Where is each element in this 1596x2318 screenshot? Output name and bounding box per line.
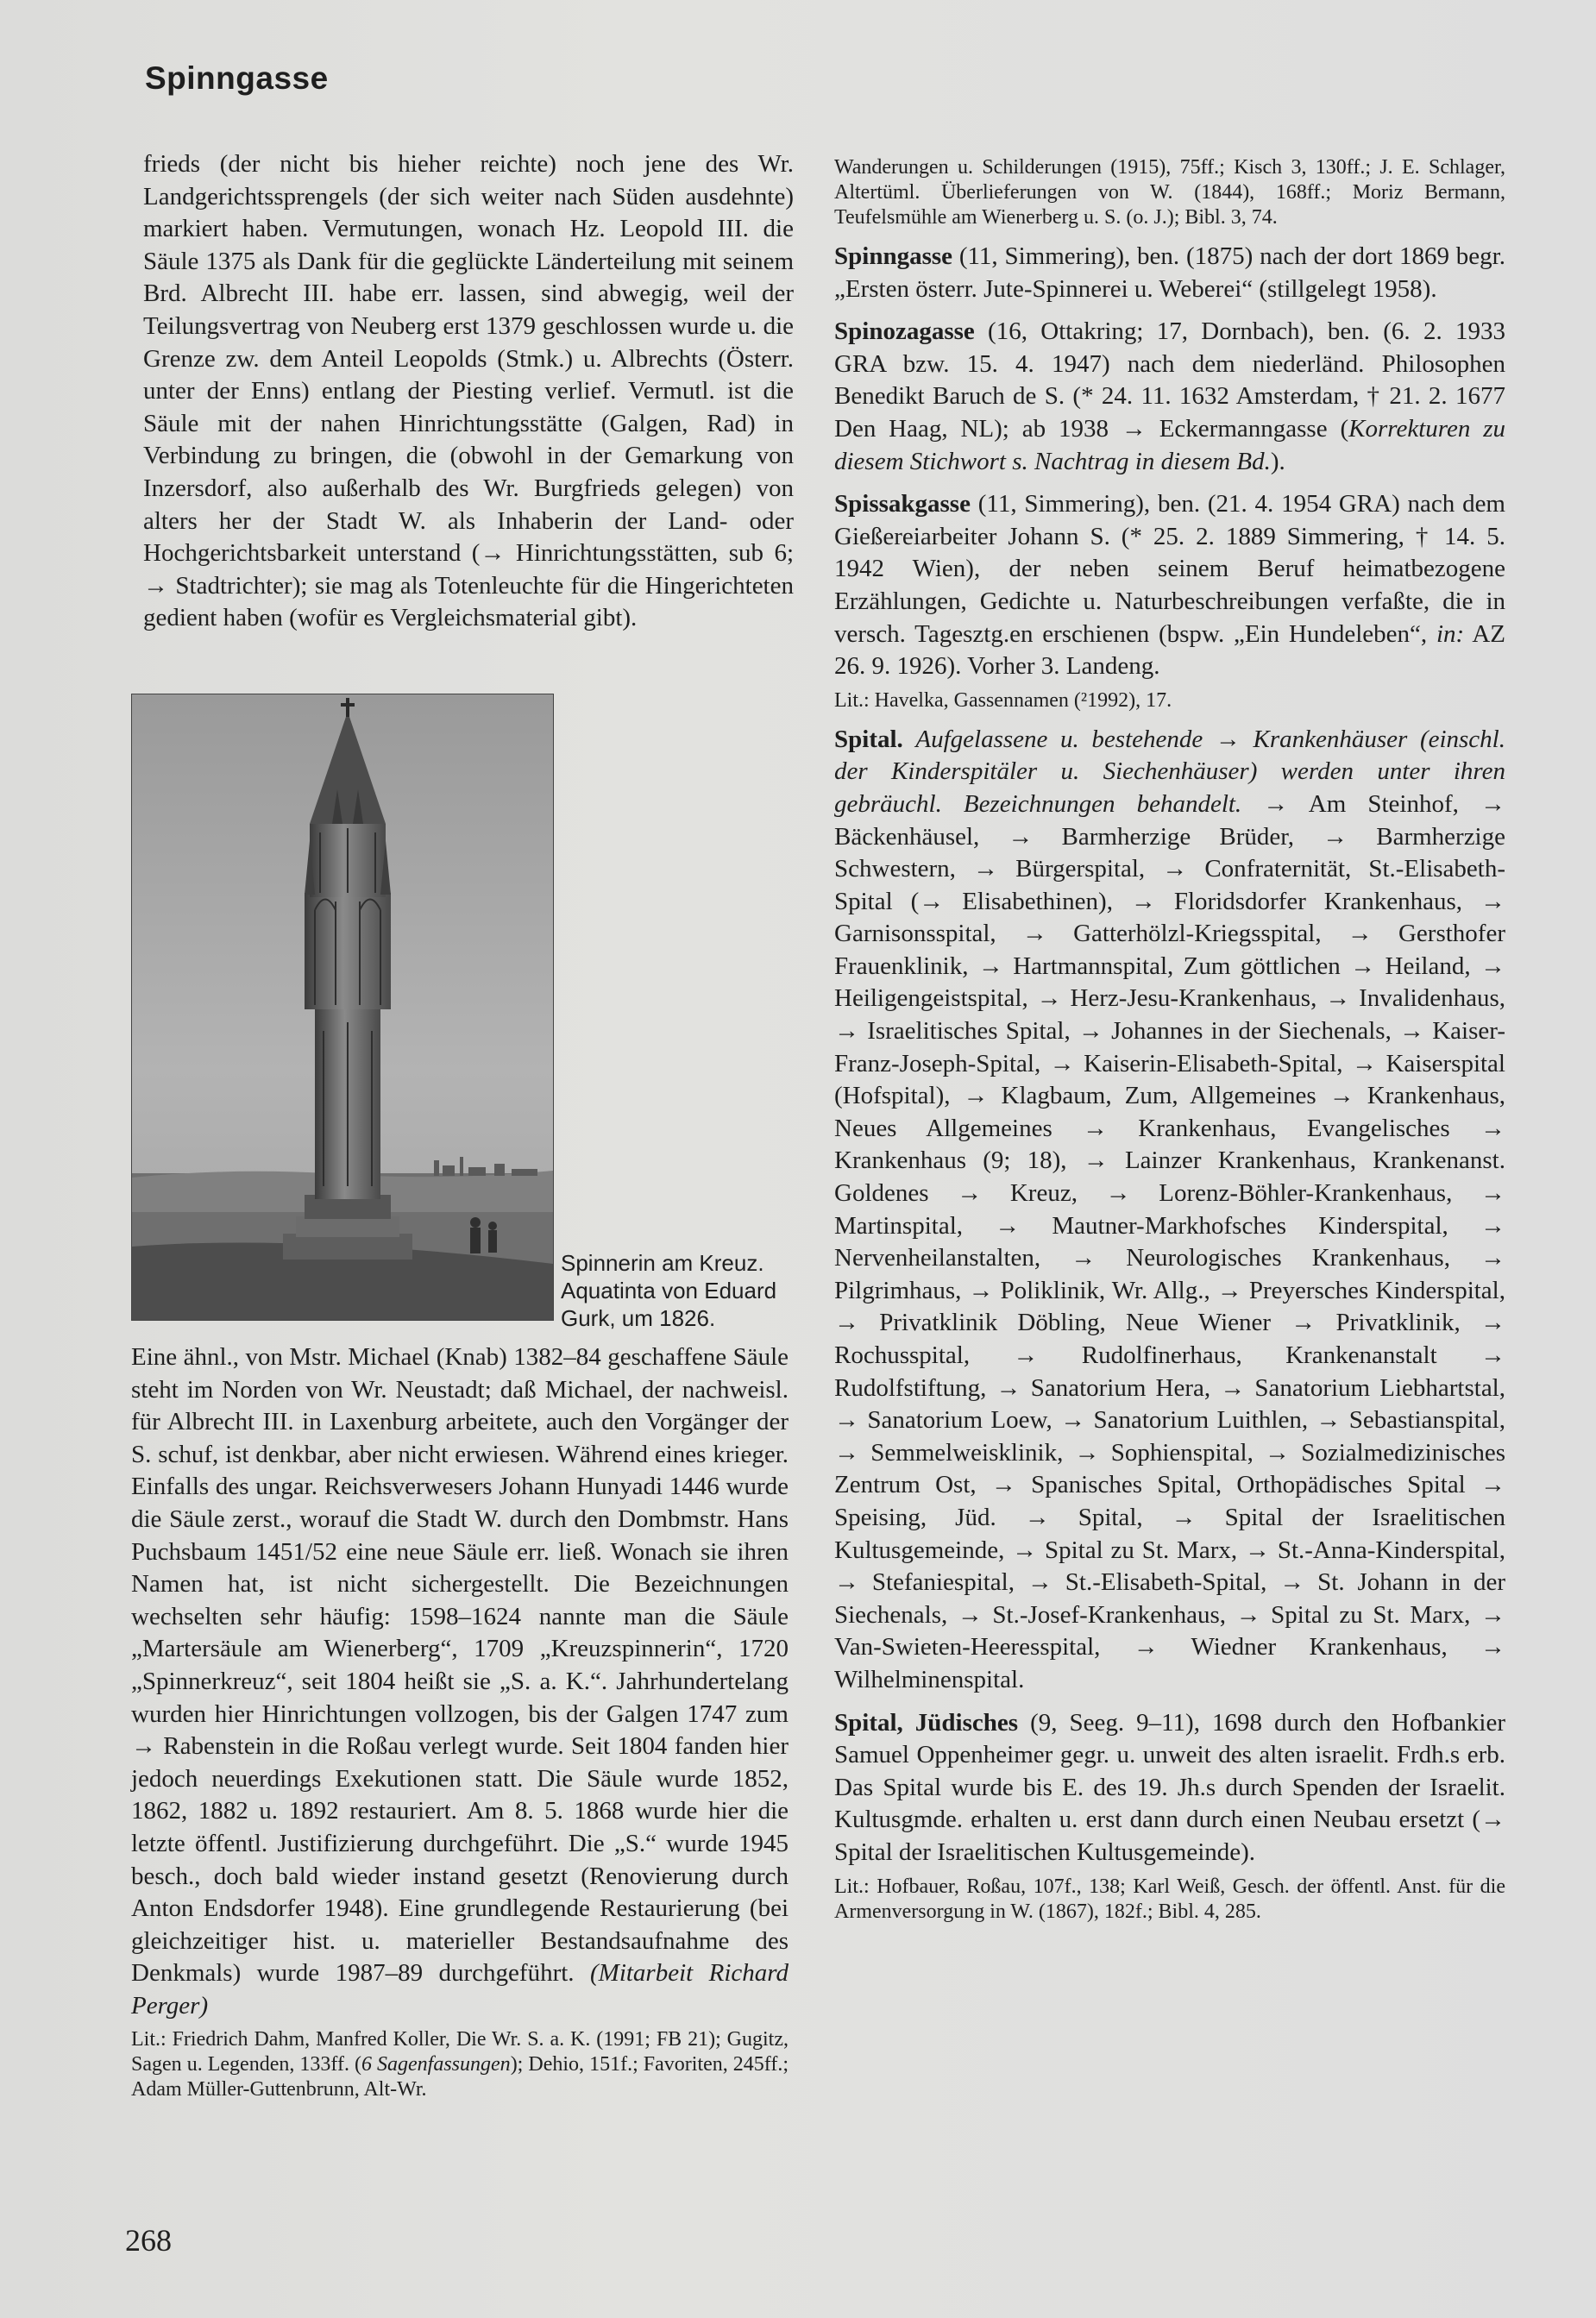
paragraph-history xyxy=(131,1341,789,2022)
entry-lemma: Spital. xyxy=(834,725,903,753)
literature-note: Lit.: Hofbauer, Roßau, 107f., 138; Karl Weiß, Gesch. der öffentl. Anst. für die Armenversorgung in W. (1867), 182f.; Bibl. 4, 285. xyxy=(834,1875,1505,1923)
author-credit: (Mitarbeit Richard Perger) xyxy=(131,1959,789,2020)
entry-text: (9, Seeg. 9–11), 1698 durch den Hofbankier Samuel Oppenheimer gegr. u. unweit des alten israelit. Frdh.s erb. Das Spital wurde bis E. des 19. Jh.s durch Spenden der Israelit. Kultusgmde. erhalten u. erst dann durch einen Neubau ersetzt (→ Spital der Israelitischen Kultusgemeinde). xyxy=(834,1708,1505,1866)
left-column-top xyxy=(143,148,794,635)
entry-in: in: xyxy=(1436,619,1465,648)
history-text: Eine ähnl., von Mstr. Michael (Knab) 1382–84 geschaffene Säule steht im Norden von Wr. Neustadt; daß Michael, der nachweisl. für Albrecht III. in Laxenburg arbeitete, auch den Vorgänger der S. schuf, ist denkbar, aber nicht erwiesen. Während eines krieger. Einfalls des ungar. Reichsverwesers Johann Hunyadi 1446 wurde die Säule zerst., worauf die Stadt W. durch den Dombmstr. Hans Puchsbaum 1451/52 eine neue Säule err. ließ. Wonach sie ihren Namen hat, ist nicht sichergestellt. Die Bezeichnungen wechselten sehr häufig: 1598–1624 nannte man die Säule „Martersäule am Wienerberg“, 1709 „Kreuzspinnerin“, 1720 „Spinnerkreuz“, seit 1804 heißt sie „S. a. K.“. Jahrhundertelang wurden hier Hinrichtungen vollzogen, bis der Galgen 1747 zum → Rabenstein in die Roßau verlegt wurde. Seit 1804 fanden hier jedoch neuerdings Exekutionen statt. Die Säule wurde 1852, 1862, 1882 u. 1892 restauriert. Am 8. 5. 1868 wurde hier die letzte öffentl. Justifizierung durchgeführt. Die „S.“ wurde 1945 besch., doch bald wieder instand gesetzt (Renovierung durch Anton Endsdorfer 1948). Eine grundlegende Restaurierung (bei gleichzeitiger hist. u. materieller Bestandsaufnahme des Denkmals) wurde 1987–89 durchgeführt. xyxy=(131,1343,789,1988)
page-number: 268 xyxy=(125,2223,172,2258)
entry-italic-note: Korrekturen zu diesem Stichwort s. Nachtrag in diesem Bd. xyxy=(834,414,1505,475)
caption-line: Aquatinta von Eduard xyxy=(561,1278,777,1303)
figure-caption xyxy=(561,1249,794,1332)
entry-text: → Am Steinhof, → Bäckenhäusel, → Barmherzige Brüder, → Barmherzige Schwestern, → Bürgerspital, → Confraternität, St.-Elisabeth-Spital (→ Elisabethinen), → Floridsdorfer Krankenhaus, → Garnisonsspital, → Gatterhölzl-Kriegsspital, → Gersthofer Frauenklinik, → Hartmannspital, Zum göttlichen → Heiland, → Heiligengeistspital, → Herz-Jesu-Krankenhaus, → Invalidenhaus, → Israelitisches Spital, → Johannes in der Siechenals, → Kaiser-Franz-Joseph-Spital, → Kaiserin-Elisabeth-Spital, → Kaiserspital (Hofspital), → Klagbaum, Zum, Allgemeines → Krankenhaus, Neues Allgemeines → Krankenhaus, Evangelisches → Krankenhaus (9; 18), → Lainzer Krankenhaus, Krankenanst. Goldenes → Kreuz, → Lorenz-Böhler-Krankenhaus, → Martinspital, → Mautner-Markhofsches Kinderspital, → Nervenheilanstalten, → Neurologisches Krankenhaus, → Pilgrimhaus, → Poliklinik, Wr. Allg., → Preyersches Kinderspital, → Privatklinik Döbling, Neue Wiener → Privatklinik, → Rochusspital, → Rudolfinerhaus, Krankenanstalt → Rudolfstiftung, → Sanatorium Hera, → Sanatorium Liebhartstal, → Sanatorium Loew, → Sanatorium Luithlen, → Sebastianspital, → Semmelweisklinik, → Sophienspital, → Sozialmedizinisches Zentrum Ost, → Spanisches Spital, Orthopädisches Spital → Speising, Jüd. → Spital, → Spital der Israelitischen Kultusgemeinde, → Spital zu St. Marx, → St.-Anna-Kinderspital, → Stefaniespital, → St.-Elisabeth-Spital, → St. Johann in der Siechenals, → St.-Josef-Krankenhaus, → Spital zu St. Marx, → Van-Swieten-Heeresspital, → Wiedner Krankenhaus, → Wilhelminenspital. xyxy=(834,789,1505,1693)
caption-line: Gurk, um 1826. xyxy=(561,1305,716,1331)
running-head: Spinngasse xyxy=(145,60,329,96)
entry-text: (11, Simmering), ben. (1875) nach der dort 1869 begr. „Ersten österr. Jute-Spinnerei u. Weberei“ (stillgelegt 1958). xyxy=(834,242,1505,303)
literature-note: Lit.: Havelka, Gassennamen (²1992), 17. xyxy=(834,688,1172,712)
literature-note xyxy=(131,2027,789,2102)
paragraph-continuation: frieds (der nicht bis hieher reichte) noch jene des Wr. Landgerichtssprengels (der sich weiter nach Süden ausdehnte) markiert haben. Vermutungen, wonach Hz. Leopold III. die Säule 1375 als Dank für die geglückte Länderteilung mit seinem Brd. Albrecht III. habe err. lassen, sind abwegig, weil der Teilungsvertrag von Neuberg erst 1379 geschlossen wurde u. die Grenze zw. dem Anteil Leopolds (Stmk.) u. Albrechts (Österr. unter der Enns) entlang der Piesting verlief. Vermutl. ist die Säule mit der nahen Hinrichtungsstätte (Galgen, Rad) in Verbindung zu bringen, die (obwohl in der Gemarkung von Inzersdorf, also außerhalb des Wr. Burgfrieds gelegen) von alters her der Stadt W. als Inhaberin der Land- oder Hochgerichtsbarkeit unterstand (→ Hinrichtungsstätten, sub 6; → Stadtrichter); sie mag als Totenleuchte für die Hingerichteten gedient haben (wofür es Vergleichsmaterial gibt). xyxy=(143,150,794,632)
entry-text: (11, Simmering), ben. (21. 4. 1954 GRA) nach dem Gießereiarbeiter Johann S. (* 25. 2. 1889 Simmering, † 14. 5. 1942 Wien), der neben seinem Beruf heimatbezogene Erzählungen, Gedichte u. Naturbeschreibungen verfaßte, die in versch. Tagesztg.en erschienen (bspw. „Ein Hundeleben“, xyxy=(834,490,1505,648)
illustration-spinnerin-am-kreuz xyxy=(131,694,554,1321)
entry-lemma: Spital, Jüdisches xyxy=(834,1708,1019,1737)
literature-italic: 6 Sagenfassungen xyxy=(361,2053,511,2076)
entry-lemma: Spissakgasse xyxy=(834,490,971,518)
entry-lemma: Spinngasse xyxy=(834,242,953,270)
entry-lemma: Spinozagasse xyxy=(834,317,975,346)
literature-continued: Wanderungen u. Schilderungen (1915), 75ff.; Kisch 3, 130ff.; J. E. Schlager, Altertüml. Überlieferungen von W. (1844), 168ff.; Moriz Bermann, Teufelsmühle am Wienerberg u. S. (o. J.); Bibl. 3, 74. xyxy=(834,156,1505,229)
right-column xyxy=(834,150,1505,1925)
left-column-bottom xyxy=(131,1341,789,2102)
caption-line: Spinnerin am Kreuz. xyxy=(561,1250,764,1276)
literature-text: Lit.: Friedrich Dahm, Manfred Koller, Die Wr. S. a. K. (1991; FB 21); Gugitz, Sagen u. Legenden, 133ff. ( xyxy=(131,2028,789,2076)
entry-spital-juedisches xyxy=(834,1707,1505,1869)
entry-spital xyxy=(834,724,1505,1697)
entry-text: (16, Ottakring; 17, Dornbach), ben. (6. 2. 1933 GRA bzw. 15. 4. 1947) nach dem niederländ. Philosophen Benedikt Baruch de S. (* 24. 11. 1632 Amsterdam, † 21. 2. 1677 Den Haag, NL); ab 1938 → Eckermanngasse ( xyxy=(834,317,1505,443)
entry-spinozagasse xyxy=(834,316,1505,478)
entry-text-end: AZ 26. 9. 1926). Vorher 3. Landeng. xyxy=(834,619,1505,681)
gothic-column-engraving xyxy=(132,694,553,1320)
entry-spinngasse xyxy=(834,241,1505,305)
entry-italic-intro: Aufgelassene u. bestehende → Krankenhäuser (einschl. der Kinderspitäler u. Siechenhäuser) werden unter ihren gebräuchl. Bezeichnungen behandelt. xyxy=(834,725,1505,818)
literature-text: ); Dehio, 151f.; Favoriten, 245ff.; Adam Müller-Guttenbrunn, Alt-Wr. xyxy=(131,2053,789,2101)
entry-spissakgasse xyxy=(834,488,1505,683)
entry-text-end: ). xyxy=(1270,447,1285,475)
